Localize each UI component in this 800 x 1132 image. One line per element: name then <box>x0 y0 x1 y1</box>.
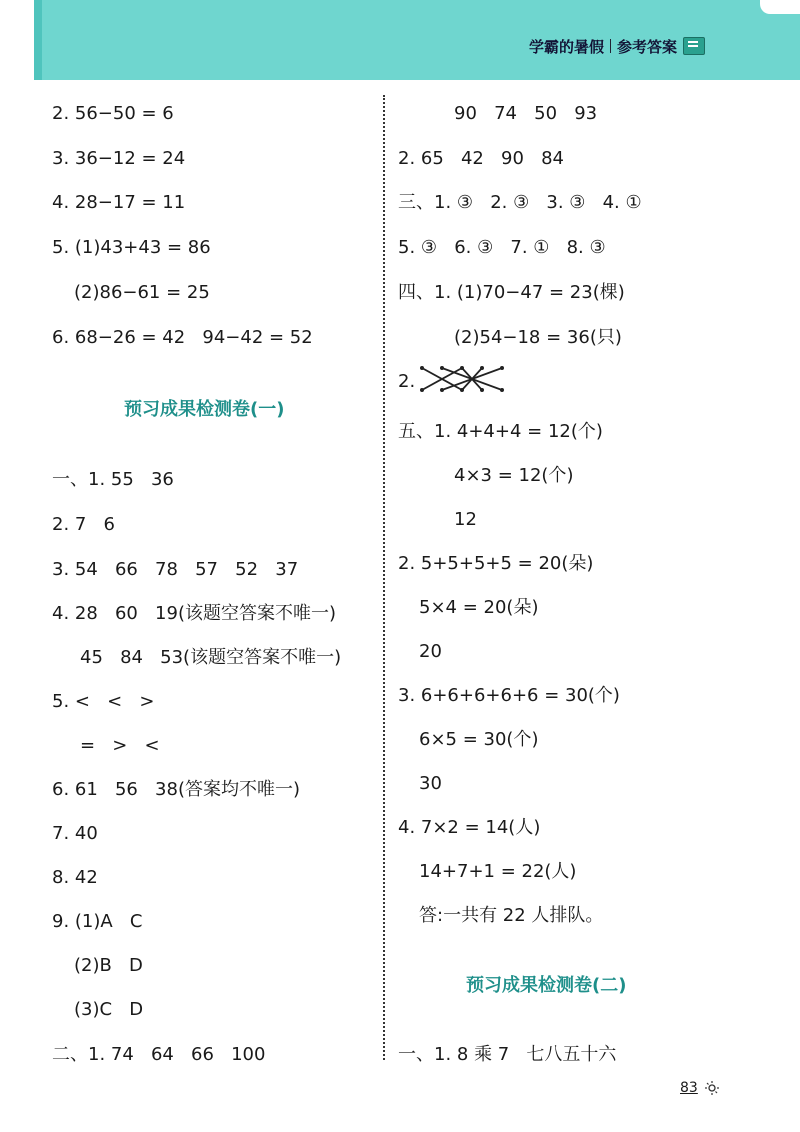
page-number: 83 <box>680 1080 698 1096</box>
answer-line: 5. < < > <box>52 691 155 712</box>
right-line: 4. 7×2 = 14(人) <box>398 817 541 838</box>
header-tag <box>529 33 705 59</box>
right-line: 4×3 = 12(个) <box>454 465 574 486</box>
left-line: (2)86−61 = 25 <box>74 282 210 303</box>
left-line: 3. 36−12 = 24 <box>52 148 186 169</box>
right-line: 20 <box>419 641 442 662</box>
matching-lines-icon <box>418 364 508 394</box>
section-heading-1: 预习成果检测卷(一) <box>124 399 285 420</box>
book-icon <box>683 37 705 55</box>
right-line: 90 74 50 93 <box>454 103 598 124</box>
answer-line: 3. 54 66 78 57 52 37 <box>52 559 299 580</box>
header-section: 参考答案 <box>617 37 678 56</box>
answer-line: 7. 40 <box>52 823 98 844</box>
right-line: (2)54−18 = 36(只) <box>454 327 622 348</box>
left-line: 4. 28−17 = 11 <box>52 192 186 213</box>
right-line: 5. ③ 6. ③ 7. ① 8. ③ <box>398 237 606 258</box>
right-last-line: 一、1. 8 乘 7 七八五十六 <box>398 1044 617 1065</box>
right-line: 2. 5+5+5+5 = 20(朵) <box>398 553 594 574</box>
answer-line: 2. 7 6 <box>52 514 115 535</box>
answer-line: 45 84 53(该题空答案不唯一) <box>80 647 342 668</box>
section-heading-2: 预习成果检测卷(二) <box>466 975 627 996</box>
right-line: 14+7+1 = 22(人) <box>419 861 577 882</box>
right-line: 6×5 = 30(个) <box>419 729 539 750</box>
right-line: 三、1. ③ 2. ③ 3. ③ 4. ① <box>398 192 642 213</box>
left-line: 2. 56−50 = 6 <box>52 103 174 124</box>
answer-line: = > < <box>80 735 160 756</box>
answer-line: 4. 28 60 19(该题空答案不唯一) <box>52 603 336 624</box>
right-line: 5×4 = 20(朵) <box>419 597 539 618</box>
answer-line: 8. 42 <box>52 867 98 888</box>
right-line: 2. <box>398 371 416 392</box>
page-footer <box>680 1080 722 1096</box>
left-line: 6. 68−26 = 42 94−42 = 52 <box>52 327 313 348</box>
right-line: 四、1. (1)70−47 = 23(棵) <box>398 282 625 303</box>
answer-line: 一、1. 55 36 <box>52 469 174 490</box>
answer-line: (2)B D <box>74 955 143 976</box>
answer-line: (3)C D <box>74 999 144 1020</box>
left-line: 5. (1)43+43 = 86 <box>52 237 211 258</box>
right-line: 2. 65 42 90 84 <box>398 148 565 169</box>
corner-tab <box>760 0 800 14</box>
right-line: 答:一共有 22 人排队。 <box>419 905 604 926</box>
answer-line: 二、1. 74 64 66 100 <box>52 1044 266 1065</box>
header-title: 学霸的暑假 <box>529 37 605 56</box>
header-separator <box>610 39 611 53</box>
right-line: 3. 6+6+6+6+6 = 30(个) <box>398 685 620 706</box>
sun-icon <box>702 1080 722 1096</box>
right-line: 五、1. 4+4+4 = 12(个) <box>398 421 603 442</box>
answer-line: 9. (1)A C <box>52 911 143 932</box>
answer-line: 6. 61 56 38(答案均不唯一) <box>52 779 300 800</box>
column-divider <box>383 95 385 1060</box>
right-line: 30 <box>419 773 442 794</box>
right-line: 12 <box>454 509 477 530</box>
